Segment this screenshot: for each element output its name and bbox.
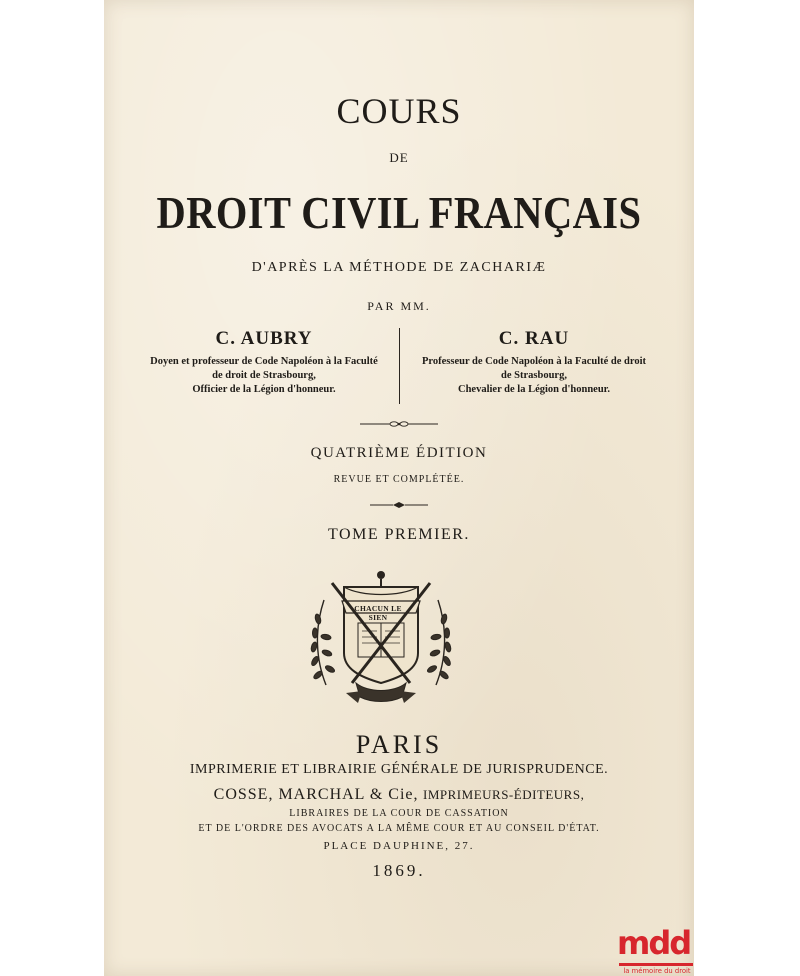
author-desc-line: Chevalier de la Légion d'honneur. [458,384,610,395]
par-mm: PAR MM. [367,299,431,313]
title-main: DROIT CIVIL FRANÇAIS [156,187,642,238]
author-name: C. AUBRY [215,328,313,349]
emblem-motto: CHACUN LE SIEN [354,604,402,622]
ornament-rule-icon [104,500,694,510]
watermark-caption: la mémoire du droit [623,967,691,975]
author-description [404,355,664,397]
author-description [134,355,394,397]
authors-block [134,328,664,408]
watermark-logo [617,923,697,976]
imprint-publisher [104,786,694,804]
edition-subtitle: REVUE ET COMPLÉTÉE. [333,474,465,485]
imprint-address: PLACE DAUPHINE, 27. [323,840,475,852]
publisher-role: IMPRIMEURS-ÉDITEURS, [423,787,585,802]
title-subtitle: D'APRÈS LA MÉTHODE DE ZACHARIÆ [251,260,547,275]
title-de: DE [389,150,409,165]
title-page [104,0,694,976]
author-desc-line: Officier de la Légion d'honneur. [192,384,336,395]
author-desc-line: de droit de Strasbourg, [212,370,316,381]
author-name: C. RAU [498,328,570,349]
imprint-imprimerie: IMPRIMERIE ET LIBRAIRIE GÉNÉRALE DE JURISPRUDENCE. [189,762,609,777]
author-desc-line: de Strasbourg, [501,370,567,381]
imprint-libraires: LIBRAIRES DE LA COUR DE CASSATION [289,808,509,819]
edition: QUATRIÈME ÉDITION [310,445,488,461]
imprint-ordre: ET DE L'ORDRE DES AVOCATS A LA MÊME COUR ET AU CONSEIL D'ÉTAT. [198,823,600,834]
author-desc-line: Doyen et professeur de Code Napoléon à la Faculté [150,356,378,367]
imprint-city: PARIS [355,730,443,759]
publisher-name: COSSE, MARCHAL & Cie, [213,786,419,803]
ornament-rule-icon [104,419,694,429]
tome: TOME PREMIER. [328,526,470,543]
author-aubry [134,328,394,397]
title-cours: COURS [336,91,462,131]
printer-mark-emblem-icon [306,565,456,710]
imprint-year: 1869. [372,861,426,880]
watermark-mark: mdd [617,924,691,962]
author-desc-line: Professeur de Code Napoléon à la Faculté de droit [422,356,646,367]
author-divider [399,328,400,404]
watermark-bar [619,963,693,966]
author-rau [404,328,664,397]
